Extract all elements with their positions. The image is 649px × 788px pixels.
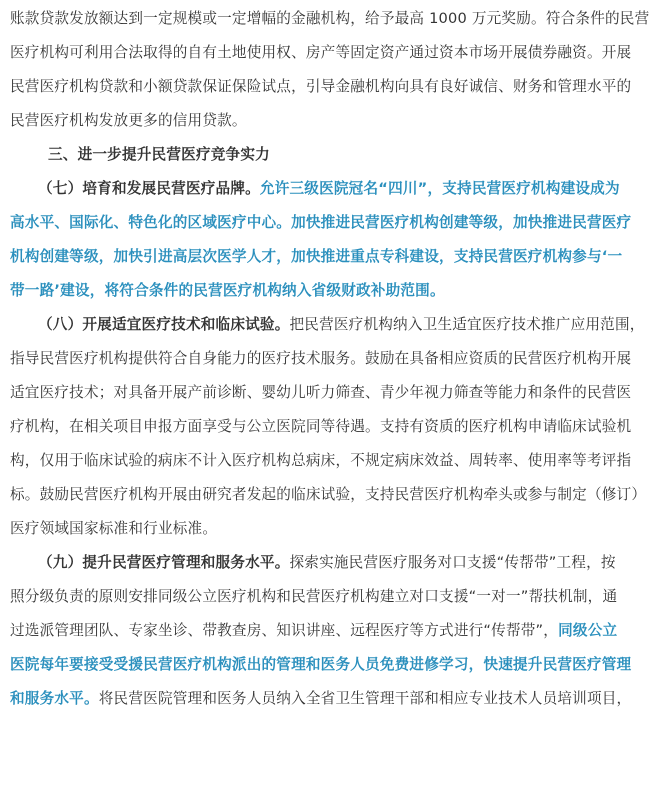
paragraph-line: 民营医疗机构发放更多的信用贷款。 xyxy=(10,112,247,129)
paragraph-line: 标。鼓励民营医疗机构开展由研究者发起的临床试验，支持民营医疗机构牵头或参与制定（修订） xyxy=(10,486,647,503)
highlight-text: 和服务水平。 xyxy=(10,690,99,707)
highlight-line: 带一路’建设，将符合条件的民营医疗机构纳入省级财政补助范围。 xyxy=(10,282,445,299)
paragraph-line xyxy=(38,309,645,341)
highlight-line: 医院每年要接受受援民营医疗机构派出的管理和医务人员免费进修学习，快速提升民营医疗管理 xyxy=(10,656,632,673)
paragraph-text: 过选派管理团队、专家坐诊、带教查房、知识讲座、远程医疗等方式进行“传帮带”， xyxy=(10,622,559,639)
paragraph-line: 照分级负责的原则安排同级公立医疗机构和民营医疗机构建立对口支援“一对一”帮扶机制，通 xyxy=(10,588,618,605)
paragraph-line: 指导民营医疗机构提供符合自身能力的医疗技术服务。鼓励在具备相应资质的民营医疗机构开展 xyxy=(10,350,632,367)
highlight-line: 机构创建等级，加快引进高层次医学人才，加快推进重点专科建设，支持民营医疗机构参与‘一 xyxy=(10,248,623,265)
paragraph-text: 探索实施民营医疗服务对口支援“传帮带”工程，按 xyxy=(289,554,616,571)
paragraph-text: 将民营医院管理和医务人员纳入全省卫生管理干部和相应专业技术人员培训项目， xyxy=(98,690,632,707)
highlight-text: 允许三级医院冠名“四川”，支持民营医疗机构建设成为 xyxy=(259,180,620,197)
paragraph-line xyxy=(38,173,620,205)
paragraph-line xyxy=(10,683,631,715)
paragraph-line: 疗机构，在相关项目申报方面享受与公立医院同等待遇。支持有资质的医疗机构申请临床试验机 xyxy=(10,418,632,435)
paragraph-line: 民营医疗机构贷款和小额贷款保证保险试点，引导金融机构向具有良好诚信、财务和管理水平的 xyxy=(10,78,632,95)
section-heading: 三、进一步提升民营医疗竞争实力 xyxy=(48,146,270,163)
paragraph-text: 把民营医疗机构纳入卫生适宜医疗技术推广应用范围， xyxy=(289,316,645,333)
subsection-heading: （八）开展适宜医疗技术和临床试验。 xyxy=(38,316,290,333)
paragraph-line: 医疗领域国家标准和行业标准。 xyxy=(10,520,218,537)
highlight-text: 同级公立 xyxy=(558,622,618,639)
paragraph-line: 医疗机构可利用合法取得的自有土地使用权、房产等固定资产通过资本市场开展债券融资。开展 xyxy=(10,44,632,61)
subsection-heading: （七）培育和发展民营医疗品牌。 xyxy=(38,180,260,197)
paragraph-line xyxy=(10,615,618,647)
paragraph-line: 账款贷款发放额达到一定规模或一定增幅的金融机构，给予最高 1000 万元奖励。符合条件的民营 xyxy=(10,10,649,27)
paragraph-line: 构，仅用于临床试验的病床不计入医疗机构总病床，不规定病床效益、周转率、使用率等考评指 xyxy=(10,452,632,469)
paragraph-line xyxy=(38,547,616,579)
paragraph-line: 适宜医疗技术；对具备开展产前诊断、婴幼儿听力筛查、青少年视力筛查等能力和条件的民营医 xyxy=(10,384,632,401)
highlight-line: 高水平、国际化、特色化的区域医疗中心。加快推进民营医疗机构创建等级，加快推进民营医疗 xyxy=(10,214,632,231)
subsection-heading: （九）提升民营医疗管理和服务水平。 xyxy=(38,554,290,571)
